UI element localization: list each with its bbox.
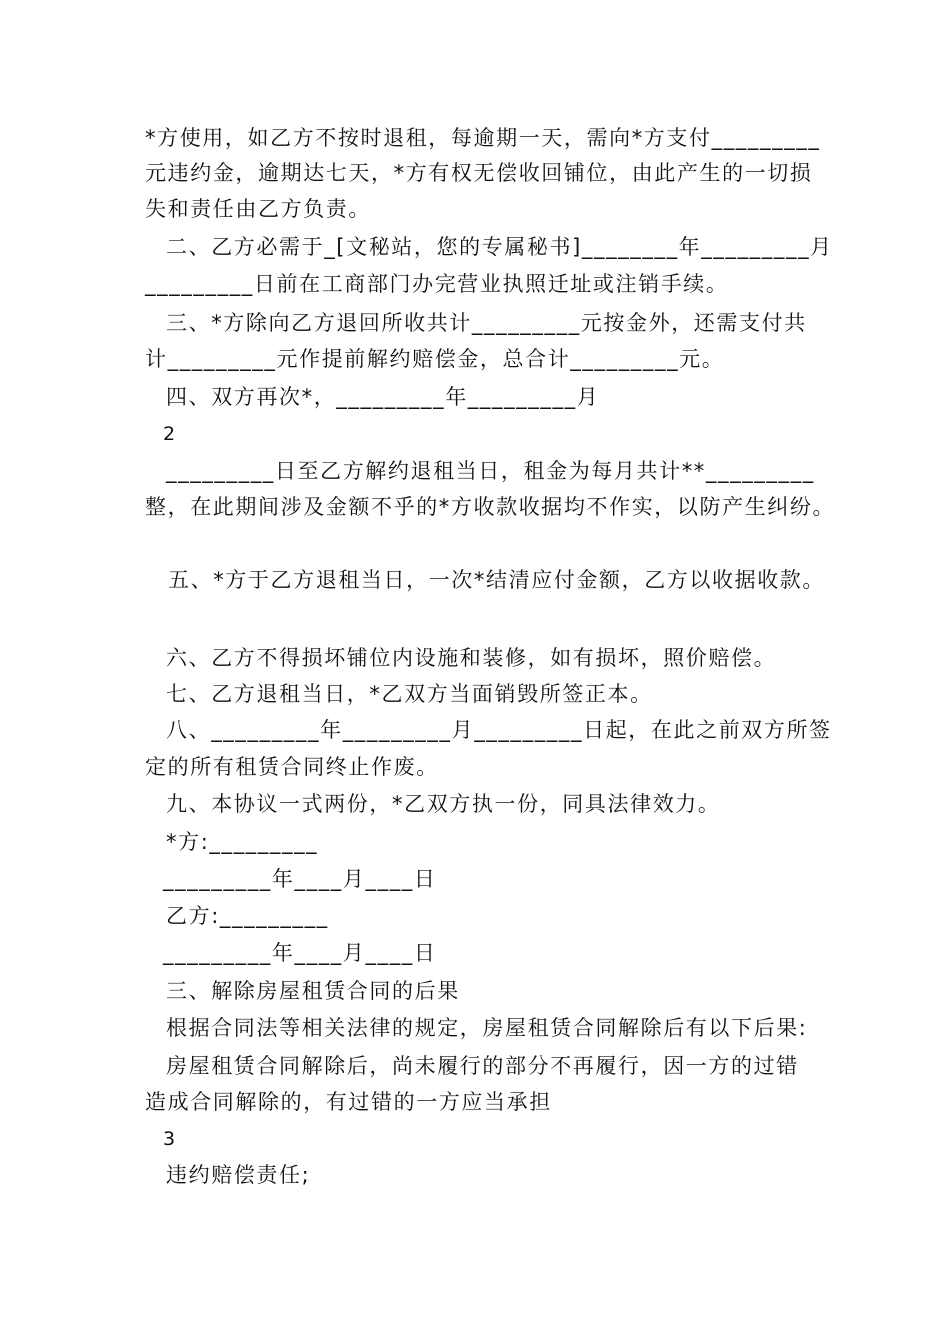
clause-nine-line: 九、本协议一式两份，*乙双方执一份，同具法律效力。 (166, 792, 721, 816)
paragraph-line: 整，在此期间涉及金额不乎的*方收款收据均不作实，以防产生纠纷。 (145, 495, 836, 519)
clause-two-line: 二、乙方必需于_[文秘站，您的专属秘书]________年_________月 (166, 235, 833, 259)
paragraph-line: 失和责任由乙方负责。 (145, 197, 371, 221)
clause-four-line: 四、双方再次*，_________年_________月 (166, 385, 600, 409)
paragraph-line: _________日前在工商部门办完营业执照迁址或注销手续。 (145, 272, 729, 296)
party-b-date: _________年____月____日 (163, 941, 437, 965)
paragraph-line: 根据合同法等相关法律的规定，房屋租赁合同解除后有以下后果: (166, 1016, 808, 1040)
paragraph-line: 定的所有租赁合同终止作废。 (145, 755, 439, 779)
paragraph-line: 造成合同解除的，有过错的一方应当承担 (145, 1090, 552, 1114)
paragraph-line: 计_________元作提前解约赔偿金，总合计_________元。 (145, 347, 725, 371)
party-b-signature: 乙方:_________ (166, 904, 329, 928)
page-number: 3 (163, 1128, 176, 1150)
clause-three-line: 三、*方除向乙方退回所收共计_________元按金外，还需支付共 (166, 311, 807, 335)
paragraph-line: 违约赔偿责任; (166, 1163, 311, 1187)
party-a-date: _________年____月____日 (163, 867, 437, 891)
clause-seven-line: 七、乙方退租当日，*乙双方当面销毁所签正本。 (166, 682, 653, 706)
paragraph-line: 房屋租赁合同解除后，尚未履行的部分不再履行，因一方的过错 (166, 1054, 799, 1078)
clause-six-line: 六、乙方不得损坏铺位内设施和装修，如有损坏，照价赔偿。 (166, 646, 777, 670)
clause-eight-line: 八、_________年_________月_________日起，在此之前双方所签 (166, 718, 832, 742)
clause-five-line: 五、*方于乙方退租当日，一次*结清应付金额，乙方以收据收款。 (168, 568, 825, 592)
paragraph-line: *方使用，如乙方不按时退租，每逾期一天，需向*方支付_________ (145, 126, 821, 150)
party-a-signature: *方:_________ (166, 830, 319, 854)
paragraph-line: _________日至乙方解约退租当日，租金为每月共计**_________ (166, 459, 815, 483)
section-heading: 三、解除房屋租赁合同的后果 (166, 979, 460, 1003)
page-number: 2 (163, 423, 176, 445)
paragraph-line: 元违约金，逾期达七天，*方有权无偿收回铺位，由此产生的一切损 (145, 161, 813, 185)
